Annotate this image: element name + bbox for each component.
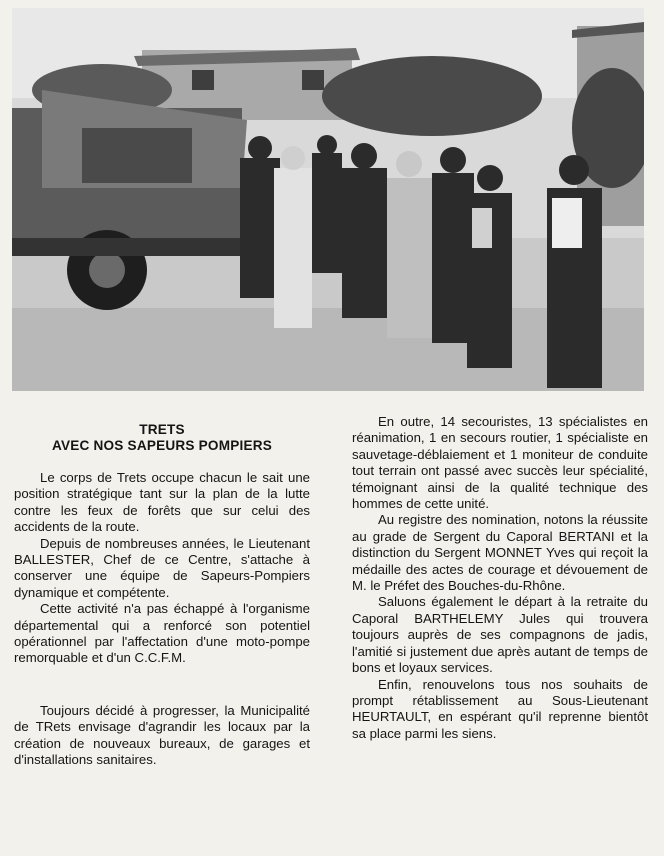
left-paragraph-2: Depuis de nombreuses années, le Lieutenant BALLESTER, Chef de ce Centre, s'attache à conserver une équipe de Sapeurs-Pompiers dynamique et compétente. bbox=[14, 535, 310, 600]
right-paragraph-1: En outre, 14 secouristes, 13 spécialistes en réanimation, 1 en secours routier, 1 spécialiste en sauvetage-déblaiement et 1 moniteur de conduite tout terrain ont passé avec succès leur spécialité, témoignant ainsi de la qualité technique des hommes de cette unité. bbox=[352, 414, 648, 512]
left-paragraph-3: Cette activité n'a pas échappé à l'organisme départemental qui a renforcé son potentiel opérationnel par l'affectation d'une moto-pompe remorquable et d'un C.C.F.M. bbox=[14, 601, 310, 666]
firefighters-photo-illustration bbox=[12, 8, 644, 391]
right-paragraph-2: Au registre des nomination, notons la réussite au grade de Sergent du Caporal BERTANI et la distinction du Sergent MONNET Yves qui reçoit la médaille des actes de courage et dévouement de M. le Préfet des Bouches-du-Rhône. bbox=[352, 512, 648, 594]
article-title bbox=[14, 422, 310, 454]
left-paragraph-1: Le corps de Trets occupe chacun le sait une position stratégique tant sur la plan de la lutte contre les feux de forêts que sur celui des accidents de la route. bbox=[14, 470, 310, 535]
right-paragraph-3: Saluons également le départ à la retraite du Caporal BARTHELEMY Jules qui trouvera toujours auprès de ses compagnons de jadis, l'amitié si justement due après autant de temps de bons et loyaux services. bbox=[352, 594, 648, 676]
article-title-line-2: AVEC NOS SAPEURS POMPIERS bbox=[51, 438, 273, 453]
left-paragraph-4: Toujours décidé à progresser, la Municipalité de TRets envisage d'agrandir les locaux par la création de nouveaux bureaux, de garages et d'installations sanitaires. bbox=[14, 702, 310, 768]
article-left-column bbox=[14, 422, 310, 769]
right-paragraph-4: Enfin, renouvelons tous nos souhaits de prompt rétablissement au Sous-Lieutenant HEURTAULT, en espérant qu'il reprenne bientôt sa place parmi les siens. bbox=[352, 676, 648, 741]
article-title-line-1: TRETS bbox=[139, 422, 185, 437]
article-right-column bbox=[352, 414, 648, 742]
article-photo bbox=[12, 8, 644, 391]
